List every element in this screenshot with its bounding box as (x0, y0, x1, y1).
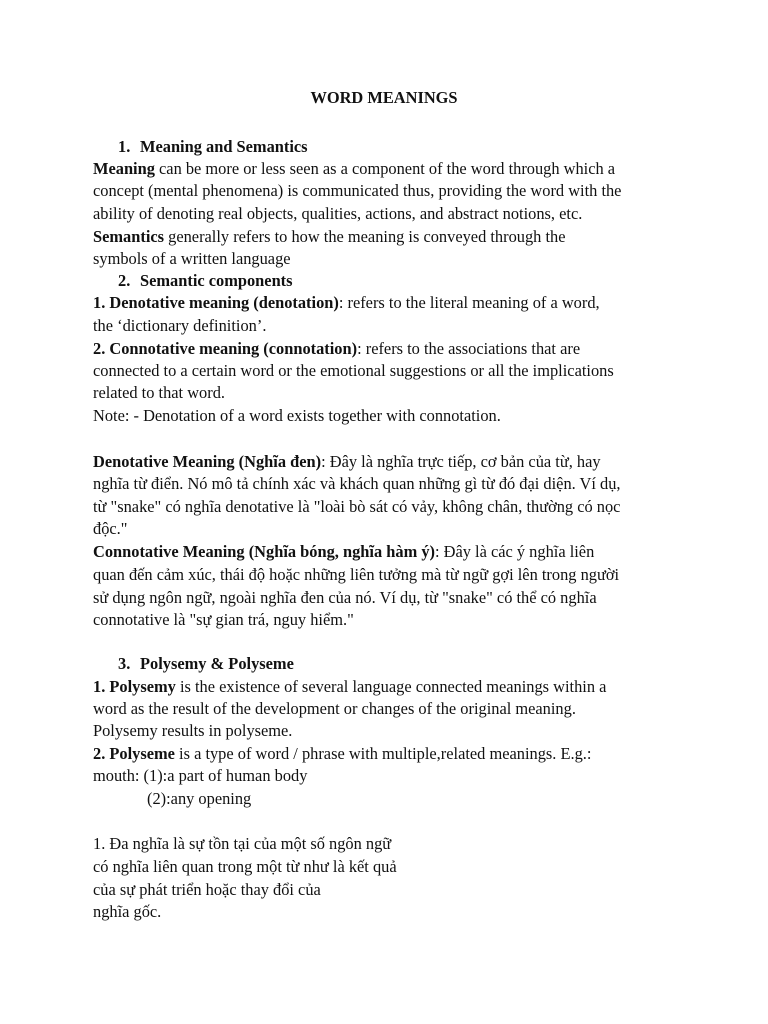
section-number: 2. (118, 271, 131, 290)
text-span: is a type of word / phrase with multiple,related meanings. E.g.: (174, 744, 592, 763)
section-heading-text: Meaning and Semantics (140, 137, 308, 156)
text-span: is the existence of several language connected meanings within a (175, 677, 607, 696)
paragraph-line (93, 451, 601, 473)
page-title: WORD MEANINGS (310, 88, 458, 107)
paragraph-line (93, 226, 565, 248)
paragraph-line (93, 338, 580, 360)
term-connotative-meaning: 2. Connotative meaning (connotation) (93, 339, 358, 358)
text-span: : refers to the associations that are (357, 339, 581, 358)
paragraph-line: nghĩa gốc. (93, 902, 162, 921)
term-denotative-meaning: 1. Denotative meaning (denotation) (93, 293, 339, 312)
paragraph-line: connotative là "sự gian trá, nguy hiểm." (93, 610, 354, 629)
section-number: 1. (118, 137, 131, 156)
paragraph-line: từ "snake" có nghĩa denotative là "loài bò sát có vảy, không chân, thường có nọc (93, 497, 621, 516)
paragraph-line: ability of denoting real objects, qualities, actions, and abstract notions, etc. (93, 204, 583, 223)
text-span: : refers to the literal meaning of a word, (338, 293, 600, 312)
term-denotative-meaning-vn: Denotative Meaning (Nghĩa đen) (93, 452, 322, 471)
paragraph-line: symbols of a written language (93, 249, 291, 268)
section-heading-text: Polysemy & Polyseme (140, 654, 294, 673)
paragraph-line: quan đến cảm xúc, thái độ hoặc những liên tưởng mà từ ngữ gợi lên trong người (93, 565, 620, 584)
example-line: mouth: (1):a part of human body (93, 766, 308, 785)
note-line: Note: - Denotation of a word exists together with connotation. (93, 406, 501, 425)
paragraph-line: của sự phát triển hoặc thay đổi của (93, 880, 321, 899)
paragraph-line: connected to a certain word or the emotional suggestions or all the implications (93, 361, 614, 380)
paragraph-line: 1. Đa nghĩa là sự tồn tại của một số ngôn ngữ (93, 834, 392, 853)
paragraph-line (93, 676, 606, 698)
section-heading-polysemy (118, 653, 294, 675)
paragraph-line: độc." (93, 519, 128, 538)
paragraph-line: có nghĩa liên quan trong một từ như là kết quả (93, 857, 397, 876)
term-lead: 1. (93, 677, 110, 696)
text-span: generally refers to how the meaning is conveyed through the (164, 227, 566, 246)
paragraph-line (93, 292, 600, 314)
paragraph-line: sử dụng ngôn ngữ, ngoài nghĩa đen của nó. Ví dụ, từ "snake" có thể có nghĩa (93, 588, 597, 607)
section-heading-text: Semantic components (140, 271, 293, 290)
paragraph-line: related to that word. (93, 383, 225, 402)
term-meaning: Meaning (93, 159, 155, 178)
paragraph-line (93, 158, 615, 180)
paragraph-line (93, 541, 594, 563)
text-span: : Đây là các ý nghĩa liên (434, 542, 595, 561)
paragraph-line: nghĩa từ điển. Nó mô tả chính xác và khách quan những gì từ đó đại diện. Ví dụ, (93, 474, 621, 493)
section-heading-meaning-semantics (118, 136, 308, 158)
section-number: 3. (118, 654, 131, 673)
term-semantics: Semantics (93, 227, 165, 246)
paragraph-line (93, 743, 591, 765)
term-connotative-meaning-vn: Connotative Meaning (Nghĩa bóng, nghĩa hàm ý) (93, 542, 435, 561)
term-polysemy: Polysemy (109, 677, 176, 696)
example-line-indented: (2):any opening (147, 789, 252, 808)
paragraph-line: word as the result of the development or changes of the original meaning. (93, 699, 576, 718)
section-heading-semantic-components (118, 270, 293, 292)
term-polyseme: Polyseme (109, 744, 175, 763)
text-span: : Đây là nghĩa trực tiếp, cơ bản của từ, hay (321, 452, 601, 471)
text-span: can be more or less seen as a component of the word through which a (154, 159, 616, 178)
paragraph-line: Polysemy results in polyseme. (93, 721, 293, 740)
paragraph-line: the ‘dictionary definition’. (93, 316, 267, 335)
paragraph-line: concept (mental phenomena) is communicated thus, providing the word with the (93, 181, 622, 200)
term-lead: 2. (93, 744, 110, 763)
